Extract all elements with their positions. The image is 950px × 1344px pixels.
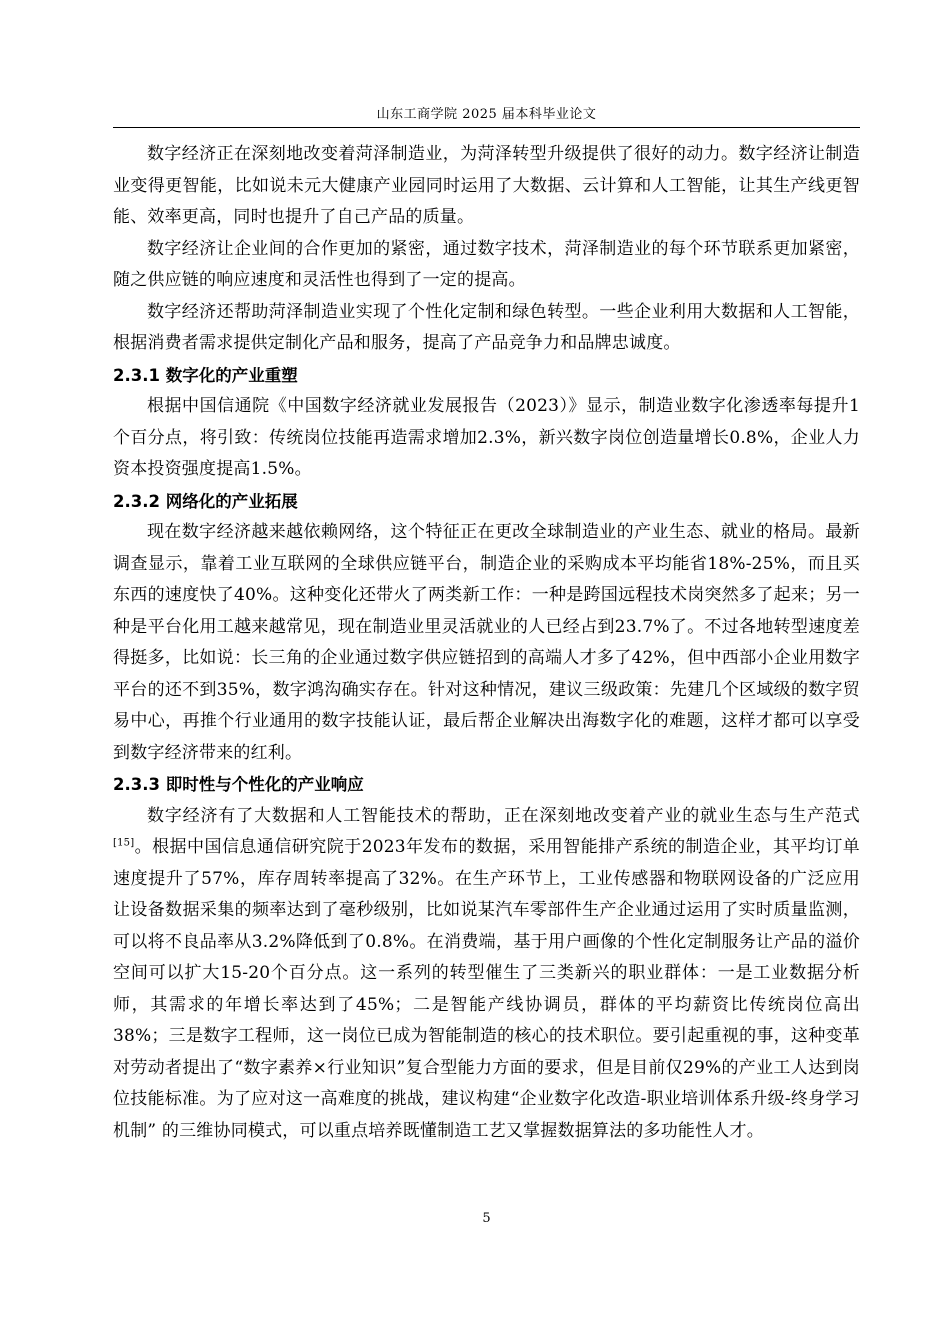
section-heading-2-3-1: 2.3.1 数字化的产业重塑: [113, 365, 298, 385]
section-2-3-3-text-a: 数字经济有了大数据和人工智能技术的帮助，正在深刻地改变着产业的就业生态与生产范式: [147, 805, 860, 826]
section-2-3-3-text-b: 。根据中国信息通信研究院于2023年发布的数据，采用智能排产系统的制造企业，其平均订单速度提升了57%，库存周转率提高了32%。在生产环节上，工业传感器和物联网设备的广泛应用让设备数据采集的频率达到了毫秒级别，比如说某汽车零部件生产企业通过运用了实时质量监测，可以将不良品率从3.2%降低到了0.8%。在消费端，基于用户画像的个性化定制服务让产品的溢价空间可以扩大15-20个百分点。这一系列的转型催生了三类新兴的职业群体：一是工业数据分析师，其需求的年增长率达到了45%；二是智能产线协调员，群体的平均薪资比传统岗位高出38%；三是数字工程师，这一岗位已成为智能制造的核心的技术职位。要引起重视的事，这种变革对劳动者提出了“数字素养×行业知识”复合型能力方面的要求，但是目前仅29%的产业工人达到岗位技能标准。为了应对这一高难度的挑战，建议构建“企业数字化改造-职业培训体系升级-终身学习机制” 的三维协同模式，可以重点培养既懂制造工艺又掌握数据算法的多功能性人才。: [113, 837, 860, 1141]
section-2-3-1-body: 根据中国信通院《中国数字经济就业发展报告（2023）》显示，制造业数字化渗透率每提升1个百分点，将引致：传统岗位技能再造需求增加2.3%，新兴数字岗位创造量增长0.8%，企业人力资本投资强度提高1.5%。: [113, 396, 860, 479]
paragraph-3: 数字经济还帮助菏泽制造业实现了个性化定制和绿色转型。一些企业利用大数据和人工智能，根据消费者需求提供定制化产品和服务，提高了产品竞争力和品牌忠诚度。: [113, 301, 860, 353]
page-body: [113, 139, 860, 1147]
section-2-3-2-body: 现在数字经济越来越依赖网络，这个特征正在更改全球制造业的产业生态、就业的格局。最新调查显示，靠着工业互联网的全球供应链平台，制造企业的采购成本平均能省18%-25%，而且买东西的速度快了40%。这种变化还带火了两类新工作：一种是跨国远程技术岗突然多了起来；另一种是平台化用工越来越常见，现在制造业里灵活就业的人已经占到23.7%了。不过各地转型速度差得挺多，比如说：长三角的企业通过数字供应链招到的高端人才多了42%，但中西部小企业用数字平台的还不到35%，数字鸿沟确实存在。针对这种情况，建议三级政策：先建几个区域级的数字贸易中心，再推个行业通用的数字技能认证，最后帮企业解决出海数字化的难题，这样才都可以享受到数字经济带来的红利。: [113, 522, 860, 763]
paragraph-2: 数字经济让企业间的合作更加的紧密，通过数字技术，菏泽制造业的每个环节联系更加紧密，随之供应链的响应速度和灵活性也得到了一定的提高。: [113, 238, 860, 290]
section-2-3-3-body: [113, 801, 860, 1148]
page-header: 山东工商学院 2025 届本科毕业论文: [376, 107, 597, 122]
header-divider: [113, 127, 860, 128]
section-heading-2-3-2: 2.3.2 网络化的产业拓展: [113, 491, 298, 511]
paragraph-1: 数字经济正在深刻地改变着菏泽制造业，为菏泽转型升级提供了很好的动力。数字经济让制造业变得更智能，比如说未元大健康产业园同时运用了大数据、云计算和人工智能，让其生产线更智能、效率更高，同时也提升了自己产品的质量。: [113, 144, 860, 227]
section-heading-2-3-3: 2.3.3 即时性与个性化的产业响应: [113, 775, 364, 794]
page-number: 5: [482, 1211, 491, 1226]
citation-ref: [15]: [113, 837, 135, 849]
